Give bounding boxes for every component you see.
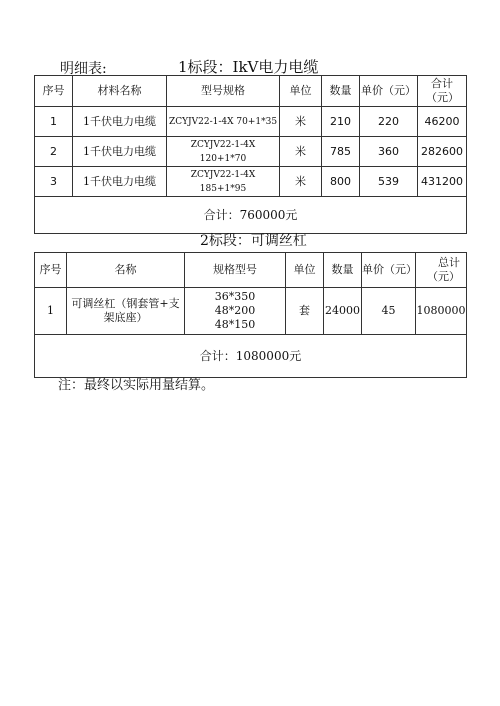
- cell: 1千伏电力电缆: [73, 167, 167, 197]
- header-cell: 数量: [322, 76, 360, 107]
- header-cell: 合计（元）: [418, 76, 467, 107]
- table-row: [35, 288, 467, 335]
- cell: 46200: [418, 107, 467, 137]
- total-cell: 合计：1080000元: [35, 335, 467, 378]
- cell: 45: [362, 288, 416, 335]
- cell: 套: [286, 288, 324, 335]
- spec-line: 48*200: [214, 304, 256, 317]
- table-row: [35, 107, 467, 137]
- cell: 210: [322, 107, 360, 137]
- section1-title: 1标段：IkV电力电缆: [178, 58, 319, 76]
- cell: 3: [35, 167, 73, 197]
- cell: ZCYJV22-1-4X 120+1*70: [167, 137, 280, 167]
- header-cell: 规格型号: [185, 253, 286, 288]
- cell: 785: [322, 137, 360, 167]
- cell: 1千伏电力电缆: [73, 137, 167, 167]
- header-cell: 单价（元）: [362, 253, 416, 288]
- header-cell: 型号规格: [167, 76, 280, 107]
- cell: 1: [35, 288, 67, 335]
- header-cell: 单位: [280, 76, 322, 107]
- cell-spec: [185, 288, 286, 335]
- header-cell: 序号: [35, 76, 73, 107]
- cell: 可调丝杠（钢套管+支架底座）: [67, 288, 185, 335]
- total-cell: 合计：760000元: [35, 197, 467, 234]
- spec-line: 48*150: [214, 318, 256, 331]
- cell: 米: [280, 107, 322, 137]
- cell: 220: [360, 107, 418, 137]
- cell: ZCYJV22-1-4X 70+1*35: [167, 107, 280, 137]
- table-row: [35, 167, 467, 197]
- cell: 米: [280, 167, 322, 197]
- footnote: 注：最终以实际用量结算。: [58, 378, 215, 393]
- cell: 24000: [324, 288, 362, 335]
- header-cell: 材料名称: [73, 76, 167, 107]
- table-total-row: [35, 197, 467, 234]
- cell: 米: [280, 137, 322, 167]
- header-cell: 序号: [35, 253, 67, 288]
- header-cell: 总计（元）: [416, 253, 467, 288]
- cell: 539: [360, 167, 418, 197]
- table-header-row: [35, 76, 467, 107]
- spec-line: 36*350: [214, 290, 256, 303]
- header-cell: 单位: [286, 253, 324, 288]
- header-cell: 名称: [67, 253, 185, 288]
- cell: 800: [322, 167, 360, 197]
- cell: 282600: [418, 137, 467, 167]
- header-cell: 单价（元）: [360, 76, 418, 107]
- cell: 1: [35, 107, 73, 137]
- cell: 2: [35, 137, 73, 167]
- table-cable: [34, 75, 467, 234]
- cell: ZCYJV22-1-4X 185+1*95: [167, 167, 280, 197]
- table-total-row: [35, 335, 467, 378]
- cell: 431200: [418, 167, 467, 197]
- table-row: [35, 137, 467, 167]
- section2-title: 2标段：可调丝杠: [200, 233, 307, 249]
- cell: 360: [360, 137, 418, 167]
- table-screw: [34, 252, 467, 378]
- doc-title: 明细表:: [60, 61, 107, 77]
- cell: 1080000: [416, 288, 467, 335]
- header-cell: 数量: [324, 253, 362, 288]
- table-header-row: [35, 253, 467, 288]
- cell: 1千伏电力电缆: [73, 107, 167, 137]
